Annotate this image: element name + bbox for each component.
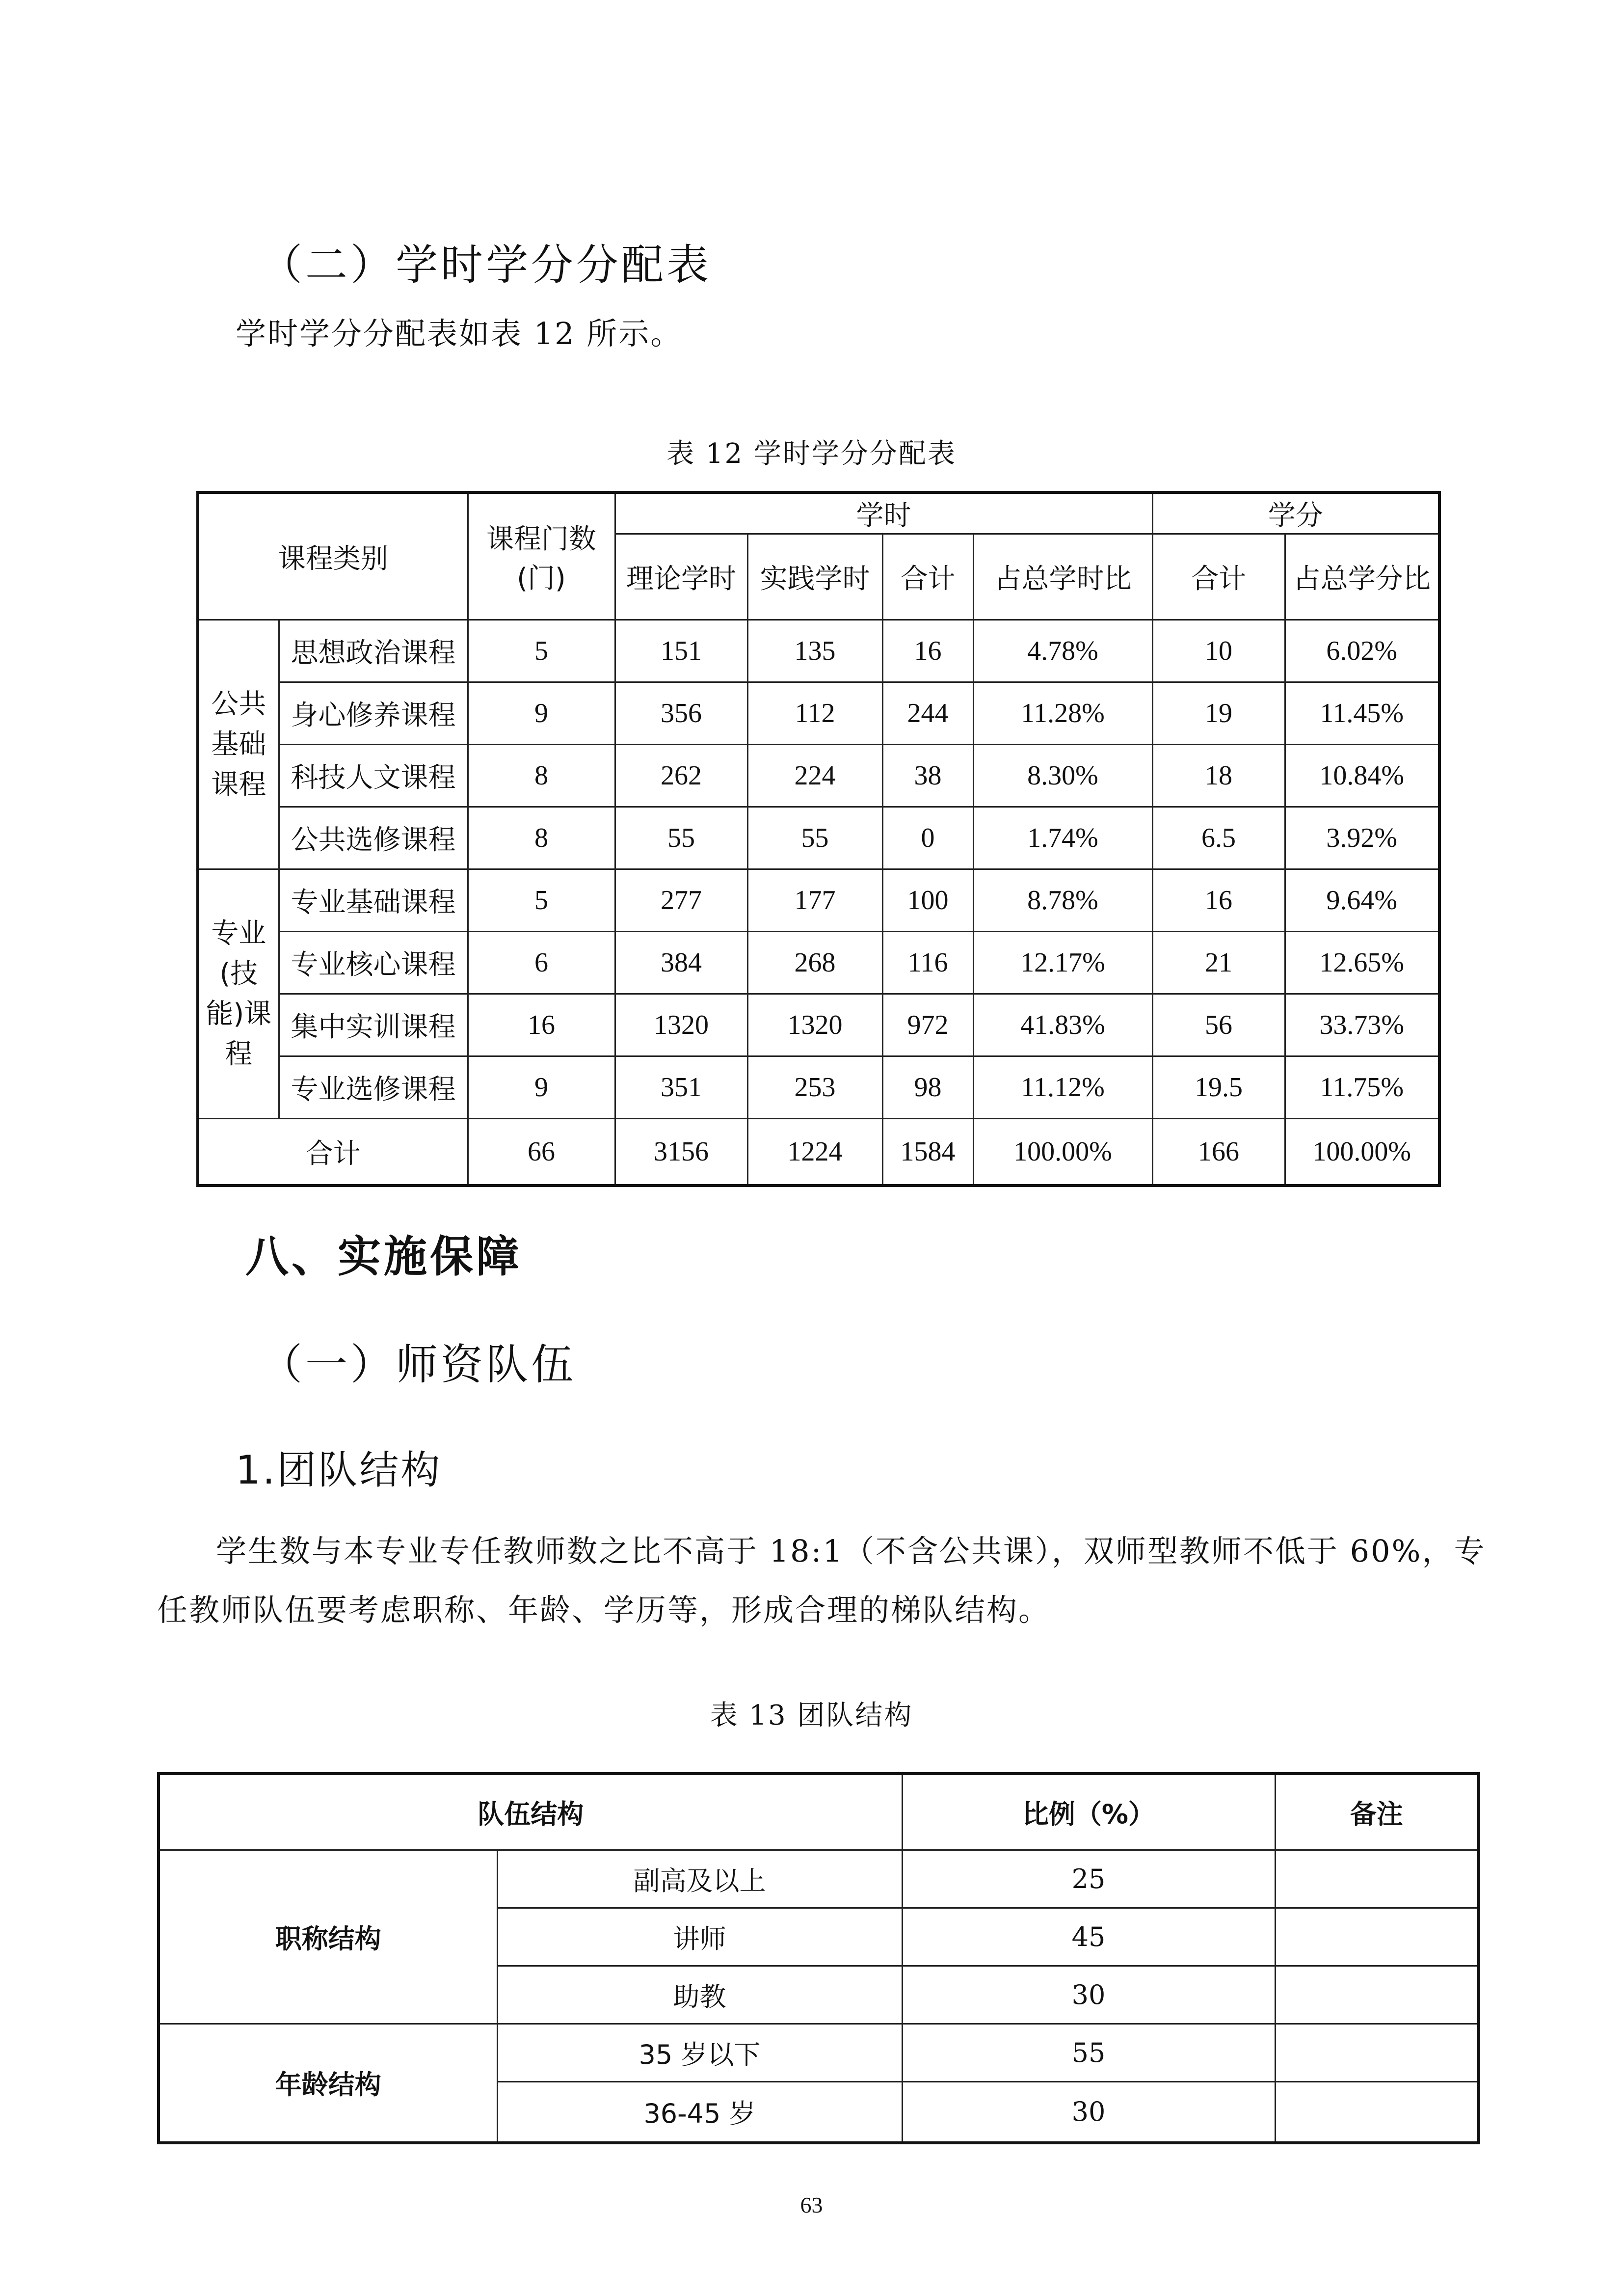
header-hours: 学时 bbox=[615, 492, 1152, 534]
course-count: 6 bbox=[468, 932, 615, 994]
structure-item: 36-45 岁 bbox=[497, 2081, 902, 2143]
header-count-unit: (门) bbox=[517, 562, 566, 594]
structure-item: 讲师 bbox=[497, 1908, 902, 1966]
header-credits-total: 合计 bbox=[1152, 534, 1285, 620]
practice-hours: 224 bbox=[747, 745, 882, 807]
credits-ratio: 9.64% bbox=[1285, 869, 1439, 932]
credits-ratio: 6.02% bbox=[1285, 620, 1439, 682]
credits: 19.5 bbox=[1152, 1056, 1285, 1119]
structure-item: 副高及以上 bbox=[497, 1850, 902, 1908]
credits: 19 bbox=[1152, 682, 1285, 745]
course-count: 8 bbox=[468, 745, 615, 807]
practice-hours: 268 bbox=[747, 932, 882, 994]
practice-hours: 1320 bbox=[747, 994, 882, 1056]
group-label-line: 公共 bbox=[211, 688, 266, 720]
credits: 10 bbox=[1152, 620, 1285, 682]
hours-ratio: 1.74% bbox=[973, 807, 1152, 869]
hours-total: 100 bbox=[882, 869, 973, 932]
course-count: 9 bbox=[468, 682, 615, 745]
subsection-heading-team: 1.团队结构 bbox=[236, 1447, 442, 1493]
hours-ratio: 11.12% bbox=[973, 1056, 1152, 1119]
hours-ratio: 12.17% bbox=[973, 932, 1152, 994]
section-heading-faculty: （一）师资队伍 bbox=[260, 1340, 576, 1389]
header-count-label: 课程门数 bbox=[486, 523, 596, 555]
header-category: 课程类别 bbox=[198, 492, 468, 620]
structure-item: 35 岁以下 bbox=[497, 2024, 902, 2081]
hours-ratio: 8.78% bbox=[973, 869, 1152, 932]
structure-note bbox=[1275, 2081, 1479, 2143]
credits-ratio: 33.73% bbox=[1285, 994, 1439, 1056]
total-hours-ratio: 100.00% bbox=[973, 1119, 1152, 1186]
table-row bbox=[198, 807, 1439, 869]
course-name: 科技人文课程 bbox=[279, 745, 468, 807]
table-row bbox=[159, 2024, 1479, 2081]
hours-ratio: 4.78% bbox=[973, 620, 1152, 682]
course-name: 思想政治课程 bbox=[279, 620, 468, 682]
group-title-age: 年龄结构 bbox=[159, 2024, 497, 2143]
practice-hours: 112 bbox=[747, 682, 882, 745]
table-total-row bbox=[198, 1119, 1439, 1186]
total-hours: 1584 bbox=[882, 1119, 973, 1186]
structure-ratio: 30 bbox=[902, 1966, 1275, 2024]
hours-total: 38 bbox=[882, 745, 973, 807]
total-count: 66 bbox=[468, 1119, 615, 1186]
hours-total: 972 bbox=[882, 994, 973, 1056]
team-structure-table bbox=[157, 1772, 1480, 2144]
section-intro: 学时学分分配表如表 12 所示。 bbox=[236, 316, 683, 351]
credits-ratio: 3.92% bbox=[1285, 807, 1439, 869]
total-credits-ratio: 100.00% bbox=[1285, 1119, 1439, 1186]
header-ratio: 比例（%） bbox=[902, 1774, 1275, 1850]
credits-ratio: 10.84% bbox=[1285, 745, 1439, 807]
credits: 16 bbox=[1152, 869, 1285, 932]
credits-ratio: 12.65% bbox=[1285, 932, 1439, 994]
group-label-line: 课程 bbox=[211, 768, 266, 801]
practice-hours: 135 bbox=[747, 620, 882, 682]
theory-hours: 55 bbox=[615, 807, 747, 869]
header-hours-total: 合计 bbox=[882, 534, 973, 620]
theory-hours: 384 bbox=[615, 932, 747, 994]
structure-note bbox=[1275, 1850, 1479, 1908]
total-label: 合计 bbox=[198, 1119, 468, 1186]
course-count: 5 bbox=[468, 620, 615, 682]
credits-ratio: 11.45% bbox=[1285, 682, 1439, 745]
header-structure: 队伍结构 bbox=[159, 1774, 902, 1850]
hours-total: 244 bbox=[882, 682, 973, 745]
group-label-line: 能)课 bbox=[206, 998, 272, 1030]
group-label-line: 专业 bbox=[211, 917, 266, 949]
paragraph-line: 任教师队伍要考虑职称、年龄、学历等，形成合理的梯队结构。 bbox=[157, 1592, 1051, 1628]
total-credits: 166 bbox=[1152, 1119, 1285, 1186]
hours-ratio: 8.30% bbox=[973, 745, 1152, 807]
theory-hours: 1320 bbox=[615, 994, 747, 1056]
table-row bbox=[198, 869, 1439, 932]
group-label-line: 基础 bbox=[211, 728, 266, 760]
table-row bbox=[198, 620, 1439, 682]
course-name: 集中实训课程 bbox=[279, 994, 468, 1056]
structure-ratio: 45 bbox=[902, 1908, 1275, 1966]
credits: 56 bbox=[1152, 994, 1285, 1056]
group-title-structure: 职称结构 bbox=[159, 1850, 497, 2024]
course-name: 专业选修课程 bbox=[279, 1056, 468, 1119]
hours-ratio: 11.28% bbox=[973, 682, 1152, 745]
header-note: 备注 bbox=[1275, 1774, 1479, 1850]
table-row bbox=[198, 745, 1439, 807]
credits: 18 bbox=[1152, 745, 1285, 807]
structure-ratio: 55 bbox=[902, 2024, 1275, 2081]
header-theory-hours: 理论学时 bbox=[615, 534, 747, 620]
practice-hours: 55 bbox=[747, 807, 882, 869]
table-row bbox=[198, 932, 1439, 994]
group-label-professional bbox=[198, 869, 279, 1119]
course-name: 专业基础课程 bbox=[279, 869, 468, 932]
hours-total: 116 bbox=[882, 932, 973, 994]
header-course-count bbox=[468, 492, 615, 620]
credits-ratio: 11.75% bbox=[1285, 1056, 1439, 1119]
structure-note bbox=[1275, 1908, 1479, 1966]
structure-item: 助教 bbox=[497, 1966, 902, 2024]
theory-hours: 351 bbox=[615, 1056, 747, 1119]
header-hours-ratio: 占总学时比 bbox=[973, 534, 1152, 620]
course-count: 8 bbox=[468, 807, 615, 869]
structure-ratio: 25 bbox=[902, 1850, 1275, 1908]
total-theory-hours: 3156 bbox=[615, 1119, 747, 1186]
hours-total: 16 bbox=[882, 620, 973, 682]
table12-caption: 表 12 学时学分分配表 bbox=[666, 438, 957, 470]
theory-hours: 262 bbox=[615, 745, 747, 807]
structure-note bbox=[1275, 2024, 1479, 2081]
table-row bbox=[159, 1850, 1479, 1908]
course-count: 5 bbox=[468, 869, 615, 932]
course-name: 公共选修课程 bbox=[279, 807, 468, 869]
group-label-line: (技 bbox=[219, 957, 258, 990]
table-row bbox=[198, 1056, 1439, 1119]
group-label-line: 程 bbox=[225, 1038, 253, 1070]
paragraph-line: 学生数与本专业专任教师数之比不高于 18:1（不含公共课），双师型教师不低于 60%，专 bbox=[216, 1533, 1486, 1569]
practice-hours: 177 bbox=[747, 869, 882, 932]
header-credits: 学分 bbox=[1152, 492, 1439, 534]
total-practice-hours: 1224 bbox=[747, 1119, 882, 1186]
course-name: 身心修养课程 bbox=[279, 682, 468, 745]
table-row bbox=[198, 994, 1439, 1056]
page-number: 63 bbox=[800, 2192, 823, 2217]
header-practice-hours: 实践学时 bbox=[747, 534, 882, 620]
course-count: 9 bbox=[468, 1056, 615, 1119]
credits: 21 bbox=[1152, 932, 1285, 994]
structure-note bbox=[1275, 1966, 1479, 2024]
course-count: 16 bbox=[468, 994, 615, 1056]
theory-hours: 151 bbox=[615, 620, 747, 682]
hours-total: 0 bbox=[882, 807, 973, 869]
practice-hours: 253 bbox=[747, 1056, 882, 1119]
chapter-heading: 八、实施保障 bbox=[245, 1231, 523, 1282]
header-credits-ratio: 占总学分比 bbox=[1285, 534, 1439, 620]
theory-hours: 356 bbox=[615, 682, 747, 745]
table-row bbox=[198, 682, 1439, 745]
group-label-public bbox=[198, 620, 279, 869]
hours-ratio: 41.83% bbox=[973, 994, 1152, 1056]
theory-hours: 277 bbox=[615, 869, 747, 932]
table13-caption: 表 13 团队结构 bbox=[710, 1700, 913, 1731]
hours-credits-table bbox=[196, 491, 1441, 1187]
course-name: 专业核心课程 bbox=[279, 932, 468, 994]
credits: 6.5 bbox=[1152, 807, 1285, 869]
section-heading-hours-credits: （二）学时学分分配表 bbox=[260, 241, 712, 290]
structure-ratio: 30 bbox=[902, 2081, 1275, 2143]
hours-total: 98 bbox=[882, 1056, 973, 1119]
